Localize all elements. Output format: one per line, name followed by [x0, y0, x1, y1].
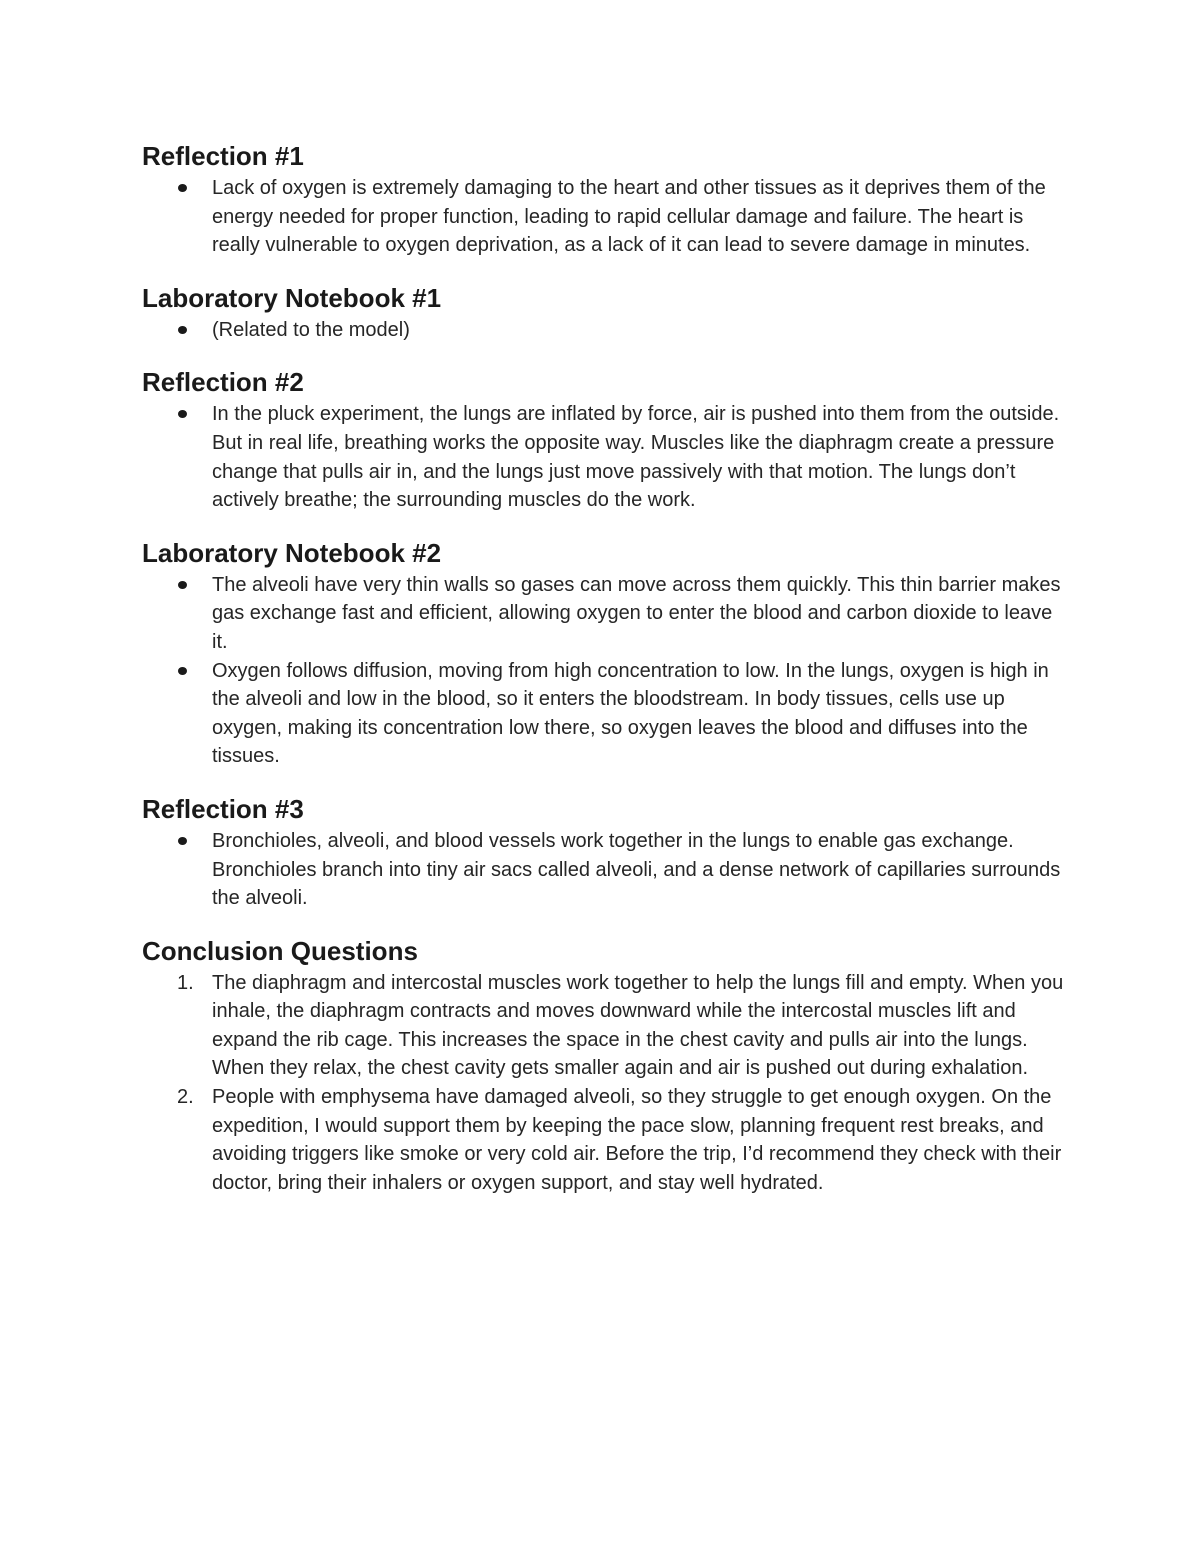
list-item — [142, 571, 1072, 657]
section-reflection-3 — [142, 791, 1072, 913]
document-page — [142, 138, 1072, 1197]
section-reflection-1 — [142, 138, 1072, 260]
list-item-text: The alveoli have very thin walls so gases can move across them quickly. This thin barrier makes gas exchange fast and efficient, allowing oxygen to enter the blood and carbon dioxide to leave it. — [212, 573, 1061, 653]
bullet-icon — [178, 184, 187, 192]
list-item-text: In the pluck experiment, the lungs are inflated by force, air is pushed into them from the outside. But in real life, breathing works the opposite way. Muscles like the diaphragm create a pressure change that pulls air in, and the lungs just move passively with that motion. The lungs don’t actively breathe; the surrounding muscles do the work. — [212, 403, 1060, 512]
bullet-icon — [178, 581, 187, 589]
bullet-list — [142, 827, 1072, 913]
list-item-text: People with emphysema have damaged alveoli, so they struggle to get enough oxygen. On the expedition, I would support them by keeping the pace slow, planning frequent rest breaks, and avoiding triggers like smoke or very cold air. Before the trip, I’d recommend they check with their doctor, bring their inhalers or oxygen support, and stay well hydrated. — [212, 1086, 1062, 1194]
bullet-list — [142, 400, 1072, 514]
bullet-list — [142, 316, 1072, 345]
section-heading: Reflection #1 — [142, 141, 304, 171]
list-number: 1. — [177, 971, 194, 994]
list-item — [142, 316, 1072, 345]
bullet-icon — [178, 837, 187, 845]
section-laboratory-notebook-2 — [142, 535, 1072, 771]
numbered-list — [142, 969, 1072, 1198]
section-reflection-2 — [142, 364, 1072, 514]
section-laboratory-notebook-1 — [142, 280, 1072, 345]
list-item — [142, 827, 1072, 913]
section-heading: Laboratory Notebook #1 — [142, 282, 442, 313]
list-item — [142, 1083, 1072, 1197]
bullet-icon — [178, 326, 187, 334]
list-item — [142, 969, 1072, 1083]
list-item — [142, 657, 1072, 771]
bullet-list — [142, 571, 1072, 771]
list-item — [142, 174, 1072, 260]
section-heading: Laboratory Notebook #2 — [142, 537, 442, 568]
bullet-icon — [178, 667, 187, 675]
bullet-icon — [178, 410, 187, 418]
list-number: 2. — [177, 1086, 194, 1109]
list-item — [142, 400, 1072, 514]
section-heading: Conclusion Questions — [142, 935, 418, 966]
bullet-list — [142, 174, 1072, 260]
list-item-text: Lack of oxygen is extremely damaging to the heart and other tissues as it deprives them of the energy needed for proper function, leading to rapid cellular damage and failure. The heart is really vulnerable to oxygen deprivation, as a lack of it can lead to severe damage in minutes. — [212, 177, 1046, 257]
section-heading: Reflection #2 — [142, 367, 304, 398]
section-heading: Reflection #3 — [142, 793, 304, 824]
list-item-text: Oxygen follows diffusion, moving from high concentration to low. In the lungs, oxygen is high in the alveoli and low in the blood, so it enters the bloodstream. In body tissues, cells use up oxygen, making its concentration low there, so oxygen leaves the blood and diffuses into the tissues. — [212, 659, 1049, 768]
list-item-text: The diaphragm and intercostal muscles work together to help the lungs fill and empty. When you inhale, the diaphragm contracts and moves downward while the intercostal muscles lift and expand the rib cage. This increases the space in the chest cavity and pulls air into the lungs. When they relax, the chest cavity gets smaller again and air is pushed out during exhalation. — [212, 971, 1064, 1080]
list-item-text: Bronchioles, alveoli, and blood vessels work together in the lungs to enable gas exchange. Bronchioles branch into tiny air sacs called alveoli, and a dense network of capillaries surrounds the alveoli. — [212, 829, 1061, 910]
list-item-text: (Related to the model) — [212, 318, 410, 341]
section-conclusion-questions — [142, 933, 1072, 1198]
